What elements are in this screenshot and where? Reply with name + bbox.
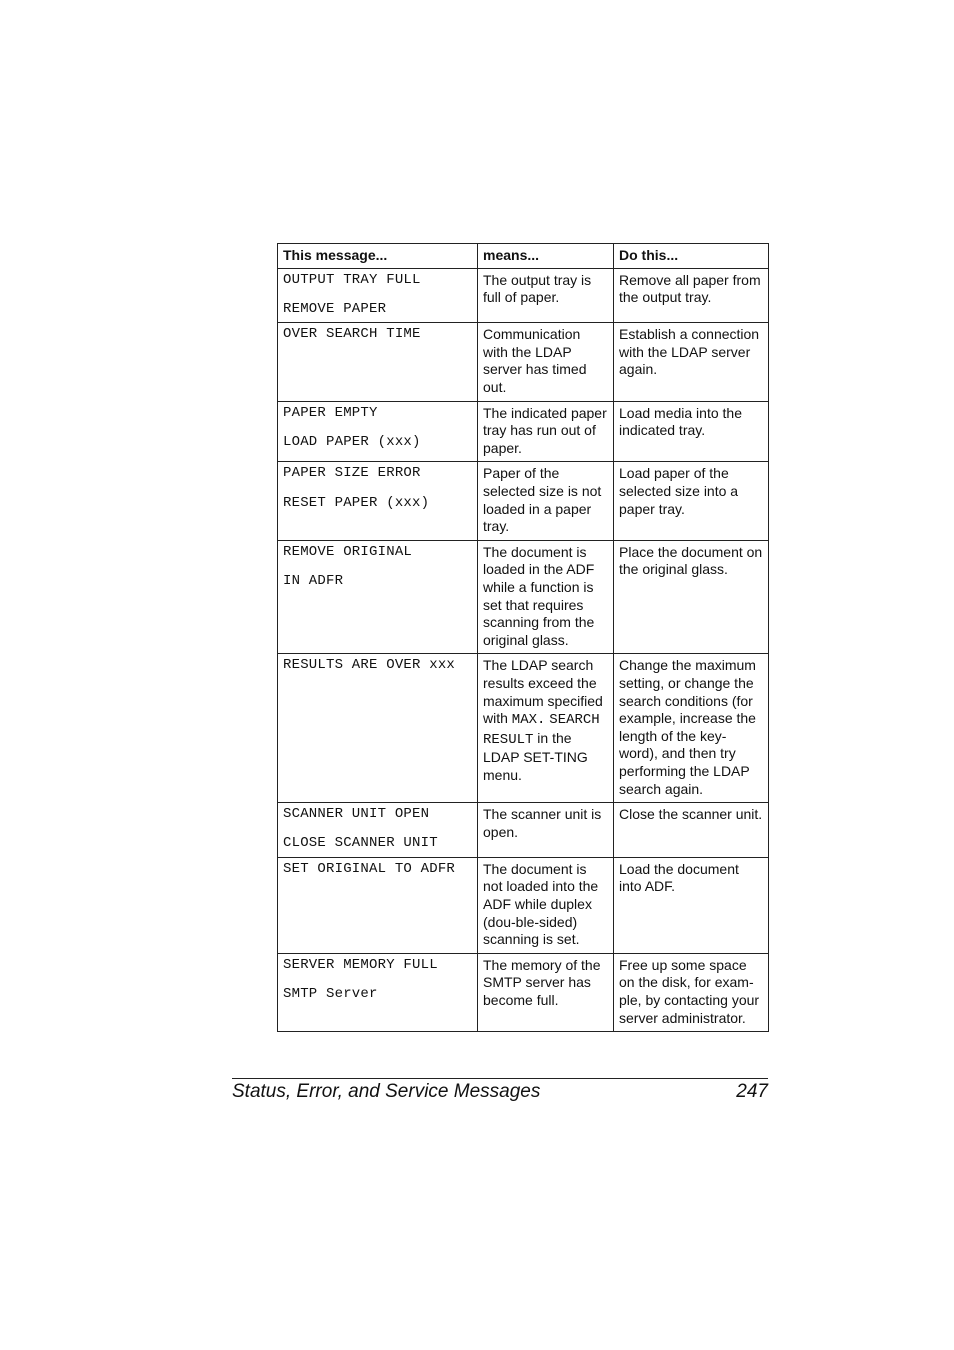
table-row (278, 323, 769, 401)
footer-rule (232, 1078, 768, 1079)
do-this-cell: Load media into the indicated tray. (614, 401, 769, 462)
do-this-cell: Establish a connection with the LDAP server again. (614, 323, 769, 401)
means-setting-name: SEARCH RESULT (483, 712, 600, 748)
table-row (278, 803, 769, 858)
message-cell (278, 857, 478, 953)
do-this-cell: Load the document into ADF. (614, 857, 769, 953)
page-number: 247 (736, 1081, 768, 1102)
message-cell (278, 803, 478, 858)
header-message: This message... (278, 244, 478, 269)
message-line: RESET PAPER (xxx) (283, 494, 430, 511)
means-text: The LDAP search results exceed the maximum specified with (483, 657, 603, 727)
message-cell (278, 401, 478, 462)
do-this-cell: Place the document on the original glass. (614, 540, 769, 654)
message-line: RESULTS ARE OVER xxx (283, 657, 456, 674)
means-cell (478, 654, 614, 803)
message-line: SMTP Server (283, 985, 378, 1002)
means-text: Communication with the LDAP server has timed out. (483, 326, 587, 396)
do-this-cell: Remove all paper from the output tray. (614, 268, 769, 323)
message-cell (278, 654, 478, 803)
means-setting-name: MAX. (511, 712, 546, 729)
do-this-cell: Close the scanner unit. (614, 803, 769, 858)
message-line: LOAD PAPER (xxx) (283, 433, 421, 450)
means-text: The memory of the SMTP server has become full. (483, 956, 601, 1008)
message-line: PAPER EMPTY (283, 404, 378, 421)
means-cell (478, 462, 614, 540)
messages-table (277, 243, 769, 1032)
do-this-cell: Load paper of the selected size into a paper tray. (614, 462, 769, 540)
message-line: SET ORIGINAL TO ADFR (283, 860, 456, 877)
means-cell (478, 268, 614, 323)
message-line: OUTPUT TRAY FULL (283, 271, 421, 288)
means-text: The indicated paper tray has run out of paper. (483, 404, 607, 456)
table-row (278, 540, 769, 654)
do-this-cell: Free up some space on the disk, for exam-ple, by contacting your server administrator. (614, 953, 769, 1031)
means-cell (478, 323, 614, 401)
table-body (278, 268, 769, 1032)
message-line: REMOVE ORIGINAL (283, 543, 413, 560)
message-line: CLOSE SCANNER UNIT (283, 835, 438, 852)
table-row (278, 401, 769, 462)
means-cell (478, 953, 614, 1031)
table-row (278, 857, 769, 953)
message-cell (278, 268, 478, 323)
message-line: OVER SEARCH TIME (283, 326, 421, 343)
means-text: Paper of the selected size is not loaded in a paper tray. (483, 465, 602, 535)
means-cell (478, 857, 614, 953)
means-text: The document is loaded in the ADF while a function is set that requires scanning from the original glass. (483, 543, 595, 648)
message-line: PAPER SIZE ERROR (283, 465, 421, 482)
means-cell (478, 401, 614, 462)
message-cell (278, 953, 478, 1031)
table-row (278, 654, 769, 803)
means-cell (478, 803, 614, 858)
means-text: The document is not loaded into the ADF while duplex (dou-ble-sided) scanning is set. (483, 860, 599, 948)
message-cell (278, 462, 478, 540)
do-this-cell: Change the maximum setting, or change the search conditions (for example, increase the length of the key-word), and then try performing the LDAP search again. (614, 654, 769, 803)
message-line: SERVER MEMORY FULL (283, 956, 438, 973)
message-line: REMOVE PAPER (283, 300, 387, 317)
table-row (278, 462, 769, 540)
message-cell (278, 540, 478, 654)
means-cell (478, 540, 614, 654)
means-text: in the LDAP SET-TING menu. (483, 729, 588, 783)
table-header-row (278, 244, 769, 269)
message-cell (278, 323, 478, 401)
message-line: IN ADFR (283, 572, 344, 589)
table-row (278, 268, 769, 323)
means-text: The scanner unit is open. (483, 806, 602, 840)
message-line: SCANNER UNIT OPEN (283, 806, 430, 823)
table-row (278, 953, 769, 1031)
footer-title: Status, Error, and Service Messages (232, 1081, 541, 1102)
header-do-this: Do this... (614, 244, 769, 269)
means-text: The output tray is full of paper. (483, 271, 592, 306)
header-means: means... (478, 244, 614, 269)
